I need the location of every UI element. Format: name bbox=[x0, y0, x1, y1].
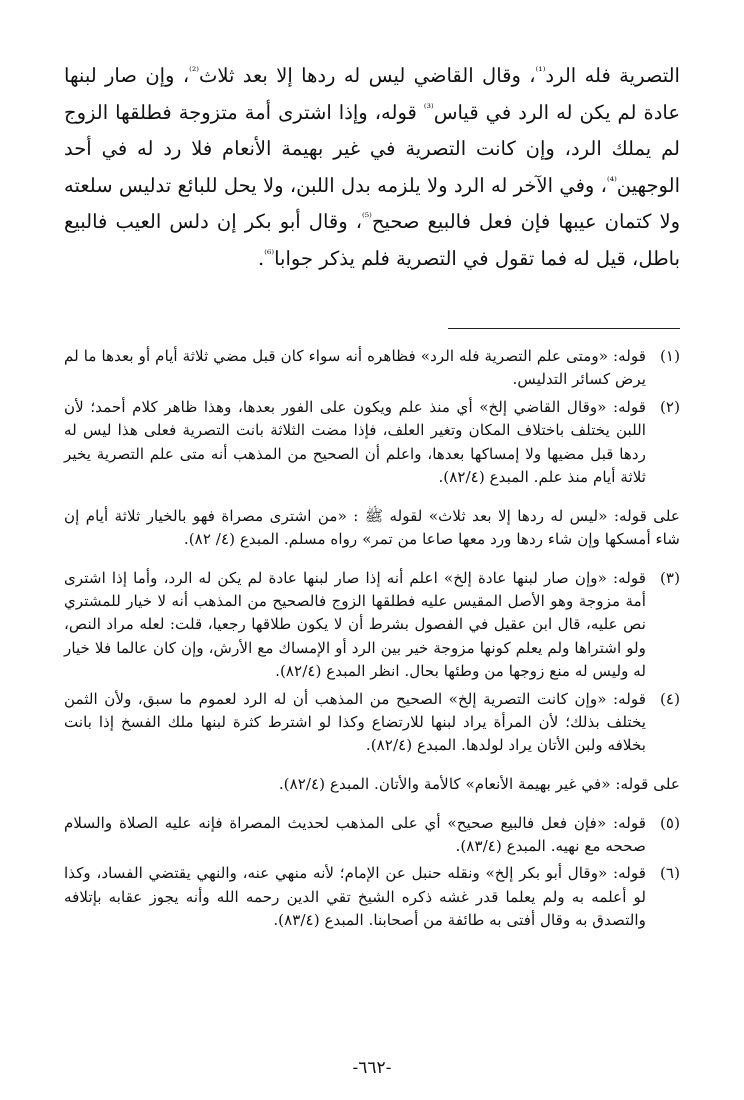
footnote-text: قوله: «وإن صار لبنها عادة إلخ» اعلم أنه إذا صار لبنها عادة لم يكن له الرد، وأما إذا اشترى أمة مزوجة وهو الأصل المقيس عليه فطلقها الزوج فالصحيح من المذهب أنه لا خيار للمشتري نص عليه، قال ابن عقيل في الفصول بشرط أن لا يكون طلاقها رجعيا، قلت: لعله مراد النص، ولو اشتراها ولم يعلم كونها مزوجة خير بين الرد أو الإمساك مع الأرش، وإن كان عالما فلا خيار له وليس له منع زوجها من وطئها بحال. انظر المبدع (٨٢/٤). bbox=[64, 568, 646, 681]
footnote-number: (٥) bbox=[659, 813, 680, 832]
footnote-3 bbox=[64, 567, 680, 684]
footnote-text: قوله: «وقال القاضي إلخ» أي منذ علم ويكون على الفور بعدها، وهذا ظاهر كلام أحمد؛ لأن اللبن يختلف باختلاف المكان وتغير العلف، فإذا مضت الثلاثة بانت التصرية فعلى هذا ليس له ردها قبل مضيها ولا إمساكها بعدها، واعلم أن الصحيح من المذهب أنه متى علم التصرية يخير ثلاثة أيام منذ علم. المبدع (٨٢/٤). bbox=[64, 397, 646, 487]
footnote-text: قوله: «وإن كانت التصرية إلخ» الصحيح من المذهب أن له الرد لعموم ما سبق، ولأن الثمن يختلف بذلك؛ لأن المرأة يراد لبنها للارتضاع وكذا لو اشترط كثرة لبنها ملك الفسخ إذا بانت بخلافه ولبن الأتان يراد لولدها. المبدع (٨٢/٤). bbox=[64, 689, 646, 755]
footnotes bbox=[64, 345, 680, 937]
main-paragraph: التصرية فله الرد$^{^{(1)}}$، وقال القاضي ليس له ردها إلا بعد ثلاث$^{^{(2)}}$، وإن صار لبنها عادة لم يكن له الرد في قياس$^{^{(3)}}$ قوله، وإذا اشترى أمة متزوجة فطلقها الزوج لم يملك الرد، وإن كانت التصرية في غير بهيمة الأنعام فلا رد له في أحد الوجهين$^{^{(4)}}$، وفي الآخر له الرد ولا يلزمه بدل اللبن، ولا يحل للبائع تدليس سلعته ولا كتمان عيبها فإن فعل فالبيع صحيح$^{^{(5)}}$، وقال أبو بكر إن دلس العيب فالبيع باطل، قيل له فما تقول في التصرية فلم يذكر جوابا$^{^{(6)}}$. bbox=[64, 64, 680, 270]
footnote-5 bbox=[64, 812, 680, 859]
footnote-ref-6: ⁽⁶⁾ bbox=[264, 247, 275, 260]
footnote-ref-4: ⁽⁴⁾ bbox=[606, 174, 617, 187]
footnote-text: قوله: «وقال أبو بكر إلخ» ونقله حنبل عن الإمام؛ لأنه منهي عنه، والنهي يقتضي الفساد، وكذا لو أعلمه به ولم يعلما قدر غشه ذكره الشيخ تقي الدين رحمه الله وأنه يجوز عقابه بإتلافه والتصدق به وقال أفتى به طائفة من أصحابنا. المبدع (٨٣/٤). bbox=[64, 864, 646, 930]
footnote-text: على قوله: «في غير بهيمة الأنعام» كالأمة والأتان. المبدع (٨٢/٤). bbox=[278, 775, 680, 794]
footnote-2 bbox=[64, 396, 680, 490]
footnote-number: (١) bbox=[659, 347, 680, 365]
main-text bbox=[64, 58, 680, 277]
footnote-number: (٦) bbox=[659, 864, 680, 883]
footnote-6 bbox=[64, 862, 680, 932]
footnote-text: قوله: «فإن فعل فالبيع صحيح» أي على المذهب لحديث المصراة فإنه عليه الصلاة والسلام صححه مع نهيه. المبدع (٨٣/٤). bbox=[64, 813, 646, 856]
footnote-number: (٤) bbox=[659, 689, 680, 708]
footnote-4-addendum bbox=[64, 773, 680, 796]
footnote-ref-3: ⁽³⁾ bbox=[423, 101, 434, 114]
footnote-ref-2: ⁽²⁾ bbox=[189, 64, 199, 78]
footnote-ref-5: ⁽⁵⁾ bbox=[362, 210, 372, 224]
footnote-separator bbox=[448, 328, 680, 329]
footnote-number: (٢) bbox=[659, 397, 680, 416]
footnote-4 bbox=[64, 688, 680, 758]
footnote-text: قوله: «ومتى علم التصرية فله الرد» فظاهره أنه سواء كان قبل مضي ثلاثة أيام أو بعدها ما لم يرض كسائر التدليس. bbox=[64, 347, 646, 389]
footnote-2-addendum bbox=[64, 505, 680, 552]
footnote-ref-1: ⁽¹⁾ bbox=[535, 64, 546, 78]
footnote-number: (٣) bbox=[659, 568, 680, 587]
footnote-text: على قوله: «ليس له ردها إلا بعد ثلاث» لقوله ﷺ : «من اشترى مصراة فهو بالخيار ثلاثة أيام إن شاء أمسكها وإن شاء ردها ورد معها صاعا من تمر» رواه مسلم. المبدع (٤/ ٨٢). bbox=[64, 506, 680, 549]
page-number: -٦٦٢- bbox=[352, 1058, 392, 1078]
footnote-1 bbox=[64, 345, 680, 392]
